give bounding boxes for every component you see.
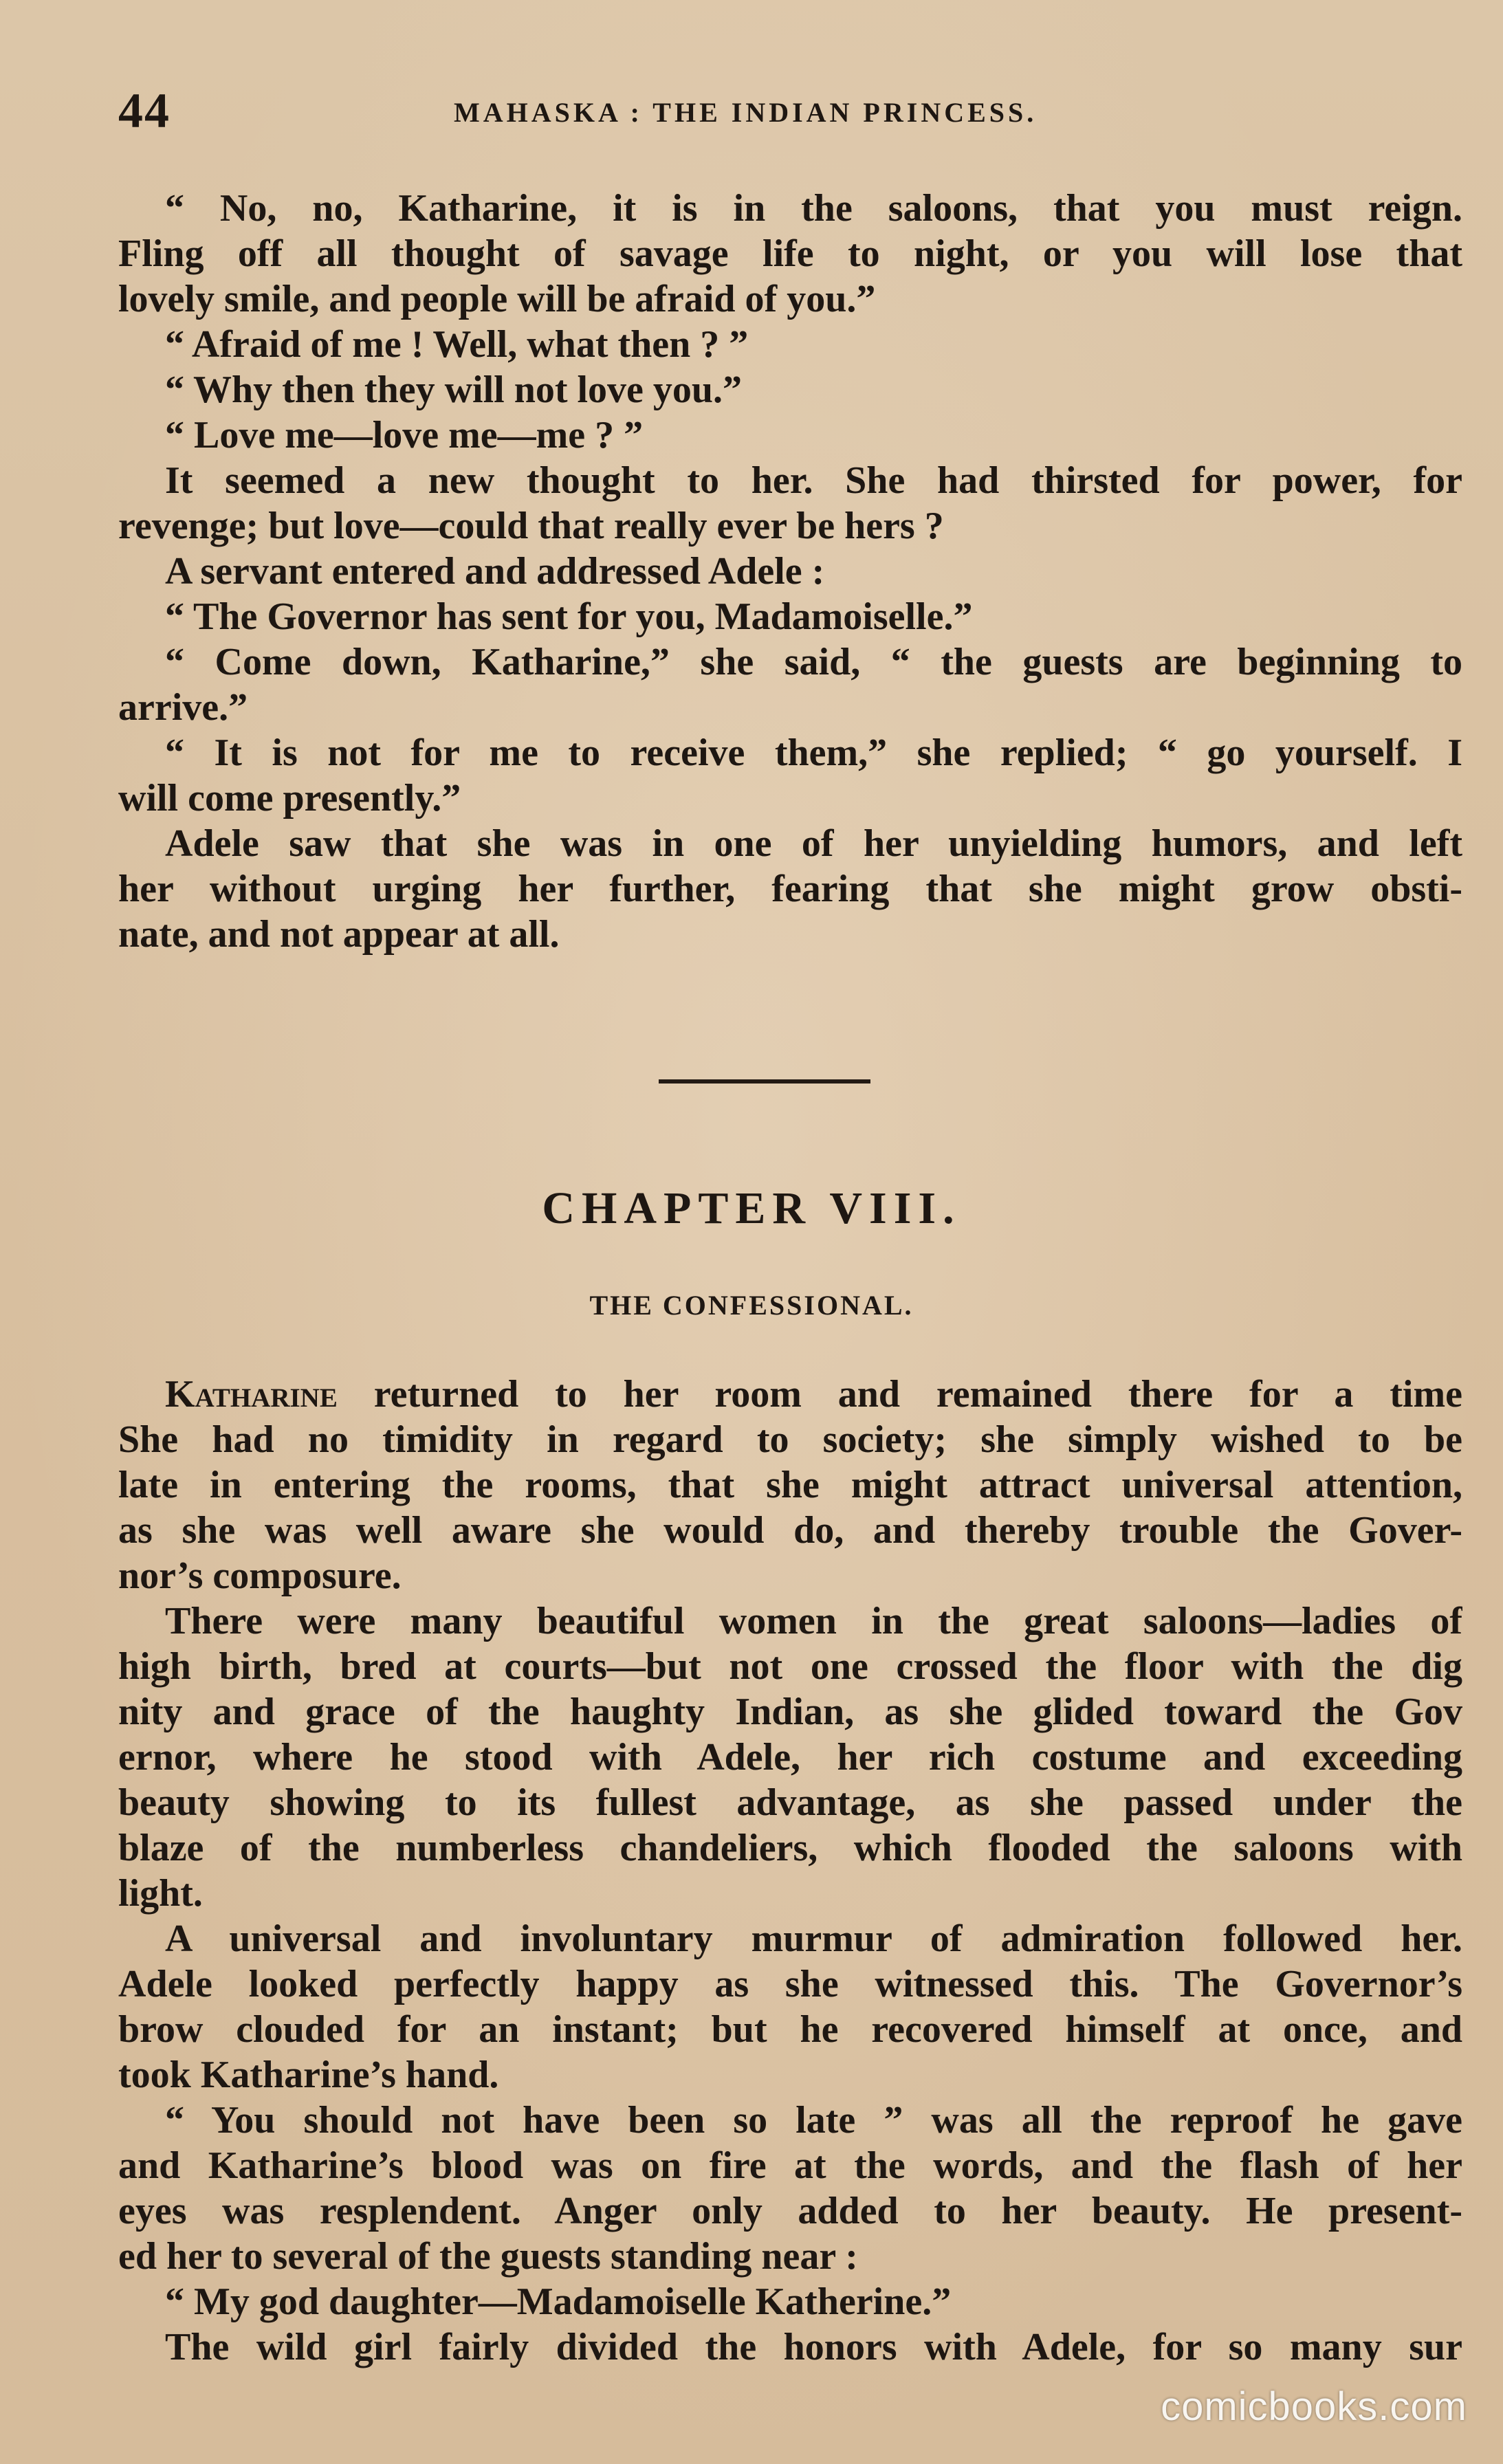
text-line: nor’s composure. <box>118 1554 402 1597</box>
text-line: nate, and not appear at all. <box>118 913 560 956</box>
text-line: “ Why then they will not love you.” <box>165 368 743 411</box>
running-head: MAHASKA : THE INDIAN PRINCESS. <box>454 97 1038 128</box>
opening-word: Katharine <box>165 1373 338 1416</box>
text-line: “ Love me—love me—me ? ” <box>165 414 644 456</box>
text-line: Fling off all thought of savage life to night, or you will lose that <box>118 232 1462 275</box>
text-line: ed her to several of the guests standing near : <box>118 2235 858 2278</box>
text-line: late in entering the rooms, that she might attract universal attention, <box>118 1464 1462 1506</box>
text-line: “ No, no, Katharine, it is in the saloons, that you must reign. <box>165 187 1462 230</box>
text-line: eyes was resplendent. Anger only added to her beauty. He present- <box>118 2190 1462 2232</box>
text-line: “ You should not have been so late ” was all the reproof he gave <box>165 2099 1462 2142</box>
text-line: her without urging her further, fearing that she might grow obsti- <box>118 868 1462 910</box>
page-number: 44 <box>118 83 171 138</box>
text-line: Adele saw that she was in one of her unyielding humors, and left <box>165 822 1462 865</box>
text-line: as she was well aware she would do, and thereby trouble the Gover- <box>118 1509 1462 1552</box>
text-line: “ The Governor has sent for you, Madamoiselle.” <box>165 595 973 638</box>
text-line: revenge; but love—could that really ever be hers ? <box>118 505 944 547</box>
text-line: She had no timidity in regard to society; she simply wished to be <box>118 1418 1462 1461</box>
text-line: Adele looked perfectly happy as she witnessed this. The Governor’s <box>118 1963 1462 2005</box>
chapter-title: CHAPTER VIII. <box>542 1183 961 1233</box>
text-line: “ It is not for me to receive them,” she replied; “ go yourself. I <box>165 732 1462 774</box>
chapter-subtitle: THE CONFESSIONAL. <box>589 1290 914 1321</box>
section-divider-rule <box>659 1079 870 1084</box>
text-line: brow clouded for an instant; but he recovered himself at once, and <box>118 2008 1462 2051</box>
first-line-rest: returned to her room and remained there for a time <box>337 1373 1462 1416</box>
text-line: It seemed a new thought to her. She had thirsted for power, for <box>165 459 1462 502</box>
text-line: and Katharine’s blood was on fire at the words, and the flash of her <box>118 2144 1462 2187</box>
text-line: ernor, where he stood with Adele, her rich costume and exceeding <box>118 1736 1462 1779</box>
text-line: arrive.” <box>118 686 248 729</box>
text-line: nity and grace of the haughty Indian, as she glided toward the Gov <box>118 1691 1462 1733</box>
watermark: comicbooks.com <box>1161 2384 1467 2429</box>
text-line: took Katharine’s hand. <box>118 2054 499 2096</box>
text-line: “ Come down, Katharine,” she said, “ the guests are beginning to <box>165 641 1462 683</box>
text-line-first <box>118 1372 1462 1417</box>
text-block-before-chapter <box>118 186 1462 957</box>
text-line: light. <box>118 1872 203 1915</box>
text-line: “ Afraid of me ! Well, what then ? ” <box>165 323 749 366</box>
text-line: blaze of the numberless chandeliers, which flooded the saloons with <box>118 1827 1462 1869</box>
text-line: A universal and involuntary murmur of admiration followed her. <box>165 1917 1462 1960</box>
text-line: The wild girl fairly divided the honors with Adele, for so many sur <box>165 2326 1462 2368</box>
text-line: high birth, bred at courts—but not one crossed the floor with the dig <box>118 1645 1462 1688</box>
chapter-body <box>118 1372 1462 2370</box>
page-header <box>0 82 1503 138</box>
text-line: beauty showing to its fullest advantage, as she passed under the <box>118 1781 1462 1824</box>
text-line: There were many beautiful women in the great saloons—ladies of <box>165 1600 1462 1642</box>
text-line: “ My god daughter—Madamoiselle Katherine.” <box>165 2280 952 2323</box>
text-line: A servant entered and addressed Adele : <box>165 550 825 593</box>
text-line: lovely smile, and people will be afraid of you.” <box>118 278 876 320</box>
text-line: will come presently.” <box>118 777 461 820</box>
